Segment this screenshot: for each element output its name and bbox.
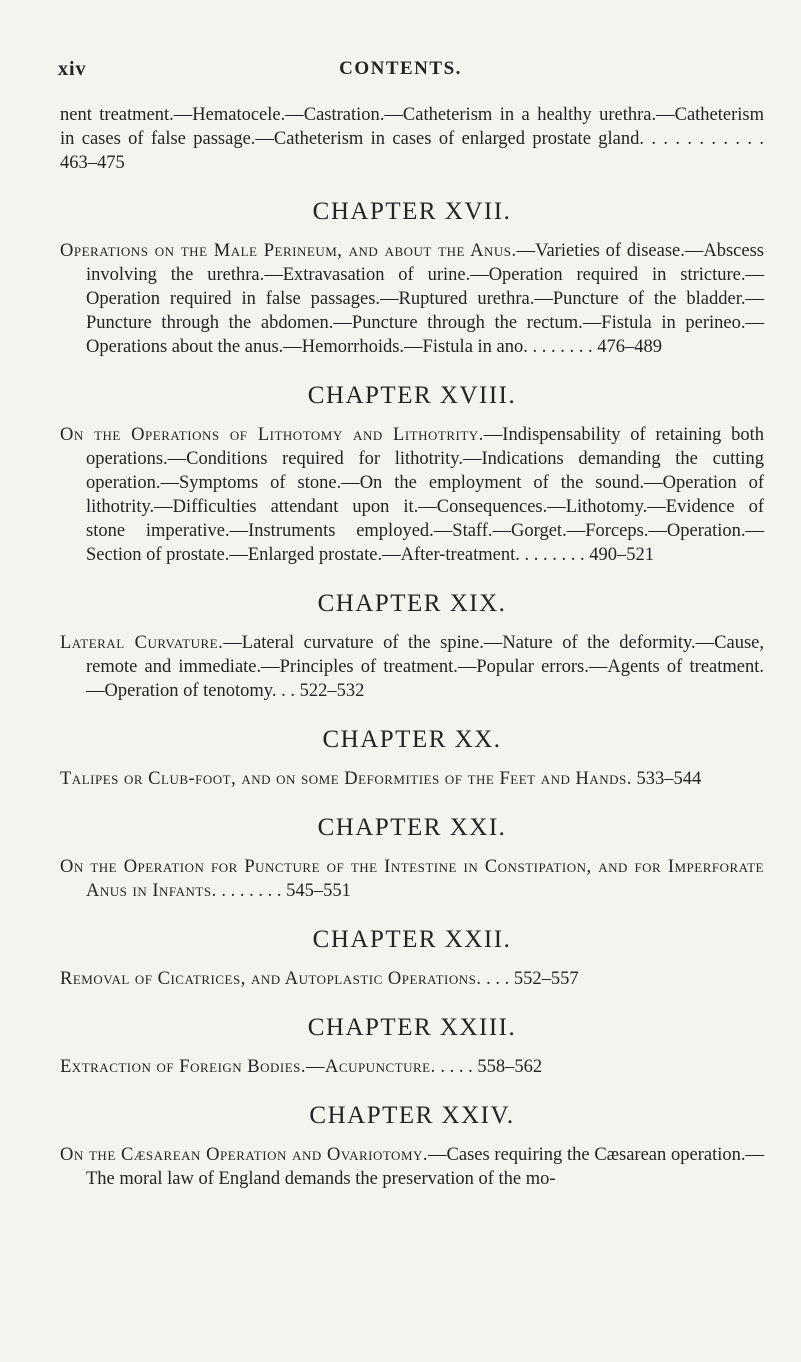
page-range: 533–544 [636,769,702,789]
chapter-entry [60,967,764,991]
chapter-heading: CHAPTER XXIV. [309,1102,515,1129]
chapter-entry [60,631,764,703]
page-range: 463–475 [60,153,125,173]
chapter-heading: CHAPTER XXIII. [307,1014,517,1041]
chapter-entry [60,239,764,359]
entry-text: —Lateral curvature of the spine.—Nature of the deformity.—Cause, remote and immediate.—Principles of treatment.—Popular errors.—Agents of treatment.—Operation of tenotomy. [86,633,765,701]
dot-leader: . . . . . . . [216,881,287,901]
chapter-title: On the Operations of Lithotomy and Lithotrity. [60,425,484,445]
chapter-entry [60,855,764,903]
dot-leader: . . . . [435,1057,478,1077]
chapter-title: Extraction of Foreign Bodies.—Acupuncture. [60,1057,436,1077]
running-head [0,56,801,86]
dot-leader: . . . . . . . [519,545,590,565]
chapter-heading: CHAPTER XVII. [312,198,512,225]
chapter-title: On the Operation for Puncture of the Intestine in Constipation, and for Imperforate Anus in Infants. [60,857,764,901]
page-range: 476–489 [597,337,663,357]
entry-text: nent treatment.—Hematocele.—Castration.—Catheterism in a healthy urethra.—Catheterism in cases of false passage.—Catheterism in cases of enlarged prostate gland. [60,105,764,149]
chapter-entry [60,767,764,791]
chapter-heading: CHAPTER XXI. [317,814,507,841]
page-range: 522–532 [299,681,365,701]
chapter-title: Operations on the Male Perineum, and about the Anus. [60,241,517,261]
chapter-entry [60,1055,764,1079]
dot-leader: . . . . . . . . . . [644,129,765,149]
chapter-heading: CHAPTER XX. [322,726,502,753]
running-title: CONTENTS. [339,58,462,79]
contents-list [60,103,764,1191]
entry-text: —Varieties of disease.—Abscess involving the urethra.—Extravasation of urine.—Operation required in stricture.—Operation required in false passages.—Ruptured urethra.—Puncture of the bladder.—Puncture through the abdomen.—Puncture through the rectum.—Fistula in perineo.—Operations about the anus.—Hemorrhoids.—Fistula in ano. [86,241,765,357]
chapter-title: On the Cæsarean Operation and Ovariotomy. [60,1145,429,1165]
page-range: 490–521 [589,545,655,565]
dot-leader: . . [276,681,300,701]
chapter-heading: CHAPTER XIX. [317,590,507,617]
entry-text: —Indispensability of retaining both operations.—Conditions required for lithotrity.—Indications demanding the cutting operation.—Symptoms of stone.—On the employment of the sound.—Operation of lithotrity.—Difficulties attendant upon it.—Consequences.—Lithotomy.—Evidence of stone imperative.—Instruments employed.—Staff.—Gorget.—Forceps.—Operation.—Section of prostate.—Enlarged prostate.—After-treatment. [86,425,764,565]
chapter-title: Talipes or Club-foot, and on some Deformities of the Feet and Hands. [60,769,632,789]
dot-leader: . . . . . . . [527,337,598,357]
chapter-heading: CHAPTER XVIII. [307,382,517,409]
chapter-heading: CHAPTER XXII. [312,926,512,953]
chapter-entry [60,1143,764,1191]
chapter-entry [60,423,764,567]
page-range: 552–557 [513,969,579,989]
dot-leader: . . . [481,969,514,989]
page-range: 558–562 [477,1057,543,1077]
chapter-title: Removal of Cicatrices, and Autoplastic Operations. [60,969,482,989]
page-number: xiv [58,58,87,80]
continued-entry [60,103,764,175]
chapter-title: Lateral Curvature. [60,633,224,653]
page-range: 545–551 [286,881,351,901]
entry-text: —Cases requiring the Cæsarean operation.—The moral law of England demands the preservation of the mo- [86,1145,764,1189]
